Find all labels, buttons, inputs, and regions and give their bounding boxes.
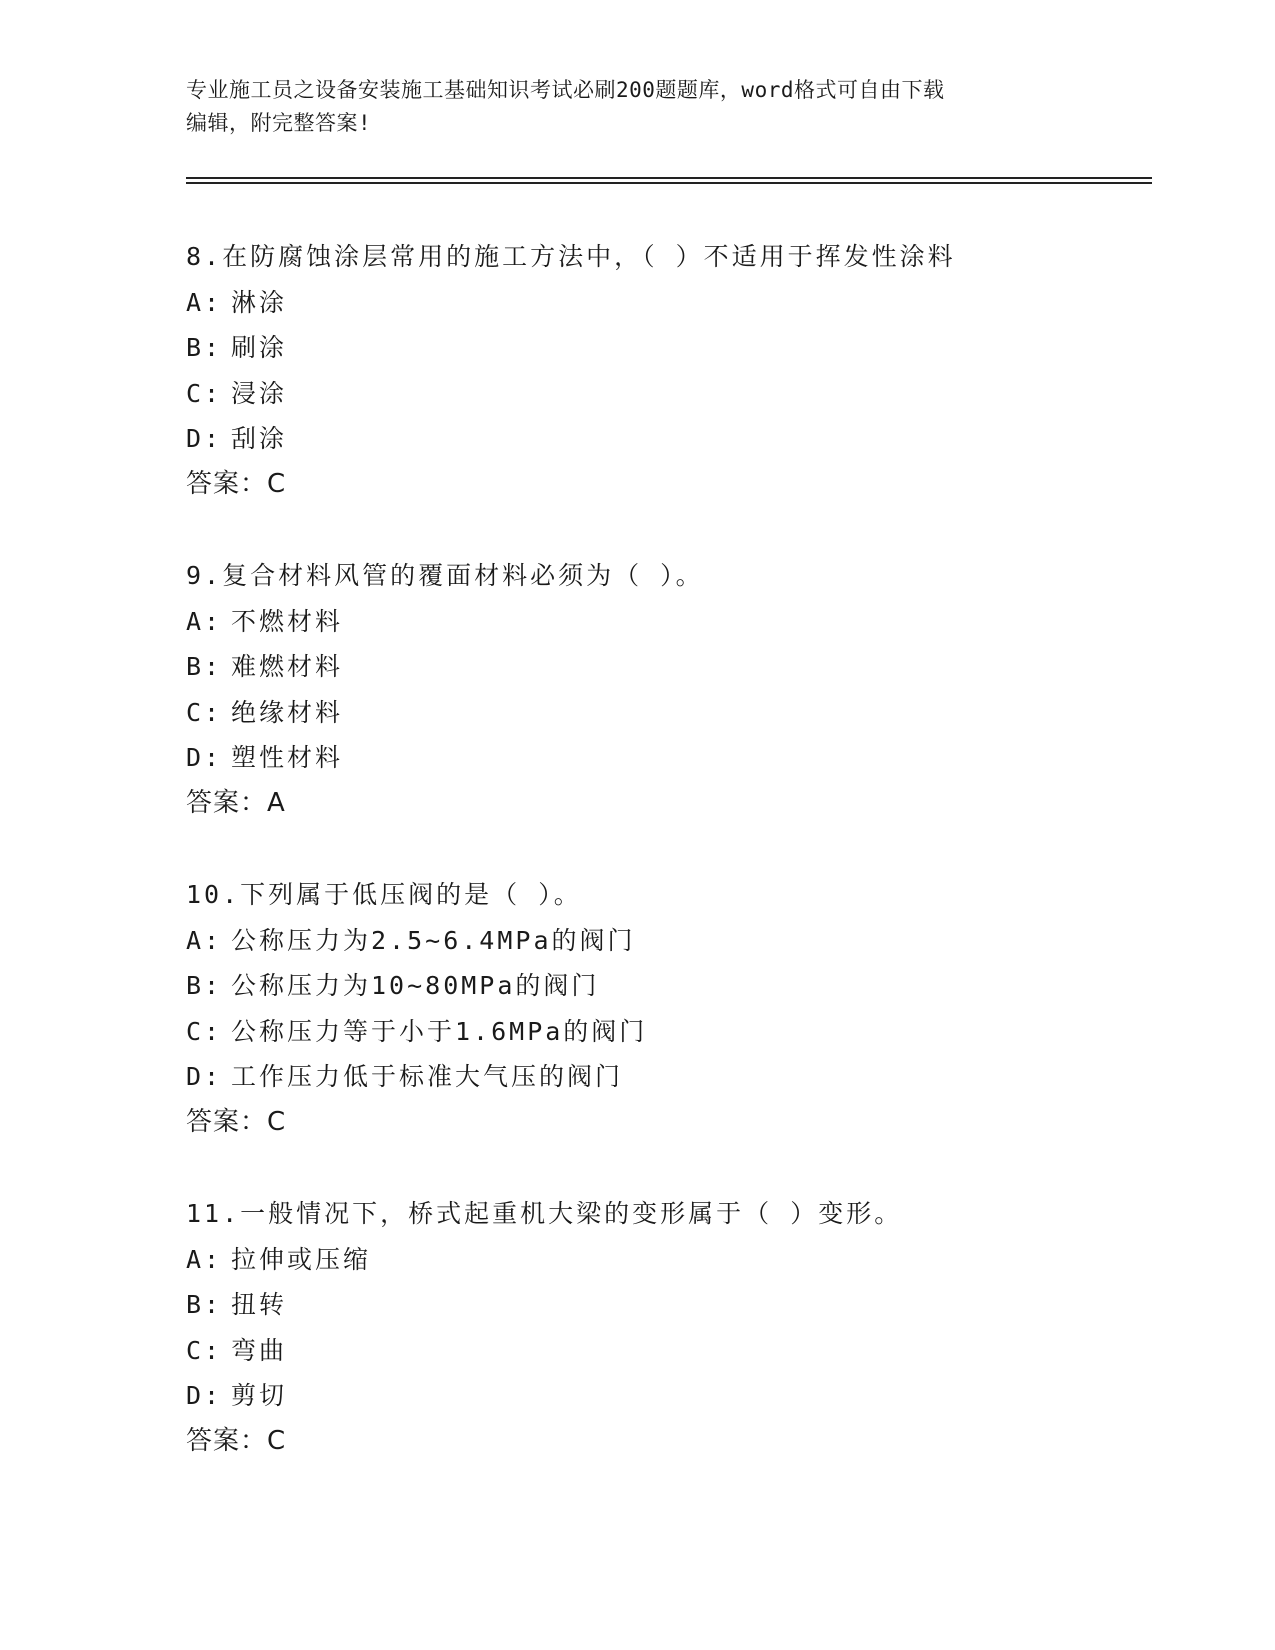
- option-d: [186, 1373, 1146, 1419]
- option-b: [186, 1282, 1146, 1328]
- question-item: [186, 553, 1146, 872]
- header-line-1: 专业施工员之设备安装施工基础知识考试必刷200题题库，word格式可自由下载: [186, 78, 945, 102]
- option-d: [186, 735, 1146, 781]
- option-b: [186, 644, 1146, 690]
- header-divider-bottom: [186, 182, 1152, 184]
- option-b: [186, 325, 1146, 371]
- answer-line: 答案：C: [186, 468, 287, 499]
- option-c: [186, 371, 1146, 417]
- question-stem: 11.一般情况下，桥式起重机大梁的变形属于（ ）变形。: [186, 1199, 903, 1228]
- option-d: [186, 1054, 1146, 1100]
- option-c: [186, 1328, 1146, 1374]
- option-a: [186, 599, 1146, 645]
- question-item: [186, 234, 1146, 553]
- option-prefix: D:: [186, 424, 223, 453]
- option-prefix: C:: [186, 1335, 223, 1365]
- header-divider-top: [186, 177, 1152, 179]
- option-text: 淋涂: [231, 287, 288, 317]
- option-prefix: C:: [186, 1016, 223, 1046]
- option-prefix: D:: [186, 743, 223, 772]
- option-text: 刮涂: [231, 424, 288, 453]
- option-prefix: A:: [186, 606, 223, 636]
- answer-line: 答案：A: [186, 787, 286, 818]
- option-text: 公称压力为2.5~6.4MPa的阀门: [231, 925, 636, 955]
- option-text: 弯曲: [231, 1335, 288, 1365]
- header-line-2: 编辑，附完整答案!: [186, 111, 372, 135]
- answer-line: 答案：C: [186, 1106, 287, 1137]
- option-prefix: A:: [186, 1244, 223, 1274]
- question-item: [186, 1191, 1146, 1510]
- option-d: [186, 416, 1146, 462]
- option-text: 难燃材料: [231, 652, 344, 681]
- option-c: [186, 1009, 1146, 1055]
- option-text: 塑性材料: [231, 743, 344, 772]
- option-prefix: A:: [186, 287, 223, 317]
- option-text: 扭转: [231, 1290, 288, 1319]
- question-stem: 9.复合材料风管的覆面材料必须为（ ）。: [186, 561, 704, 590]
- option-text: 拉伸或压缩: [231, 1244, 372, 1274]
- option-text: 浸涂: [231, 378, 288, 408]
- option-prefix: B:: [186, 1290, 223, 1319]
- question-item: [186, 872, 1146, 1191]
- option-text: 绝缘材料: [231, 697, 344, 727]
- option-a: [186, 280, 1146, 326]
- option-prefix: D:: [186, 1381, 223, 1410]
- option-text: 公称压力等于小于1.6MPa的阀门: [231, 1016, 648, 1046]
- option-text: 剪切: [231, 1381, 288, 1410]
- option-prefix: C:: [186, 378, 223, 408]
- option-text: 刷涂: [231, 333, 288, 362]
- option-a: [186, 918, 1146, 964]
- question-stem: 8.在防腐蚀涂层常用的施工方法中，（ ）不适用于挥发性涂料: [186, 242, 956, 271]
- option-text: 公称压力为10~80MPa的阀门: [231, 971, 600, 1000]
- option-prefix: B:: [186, 333, 223, 362]
- option-b: [186, 963, 1146, 1009]
- option-text: 工作压力低于标准大气压的阀门: [231, 1062, 624, 1091]
- option-prefix: B:: [186, 971, 223, 1000]
- option-prefix: D:: [186, 1062, 223, 1091]
- question-list: [186, 234, 1146, 1510]
- option-c: [186, 690, 1146, 736]
- question-stem: 10.下列属于低压阀的是（ ）。: [186, 880, 582, 909]
- option-prefix: C:: [186, 697, 223, 727]
- answer-line: 答案：C: [186, 1425, 287, 1456]
- document-header: [186, 74, 1066, 140]
- option-a: [186, 1237, 1146, 1283]
- option-prefix: B:: [186, 652, 223, 681]
- option-text: 不燃材料: [231, 606, 344, 636]
- option-prefix: A:: [186, 925, 223, 955]
